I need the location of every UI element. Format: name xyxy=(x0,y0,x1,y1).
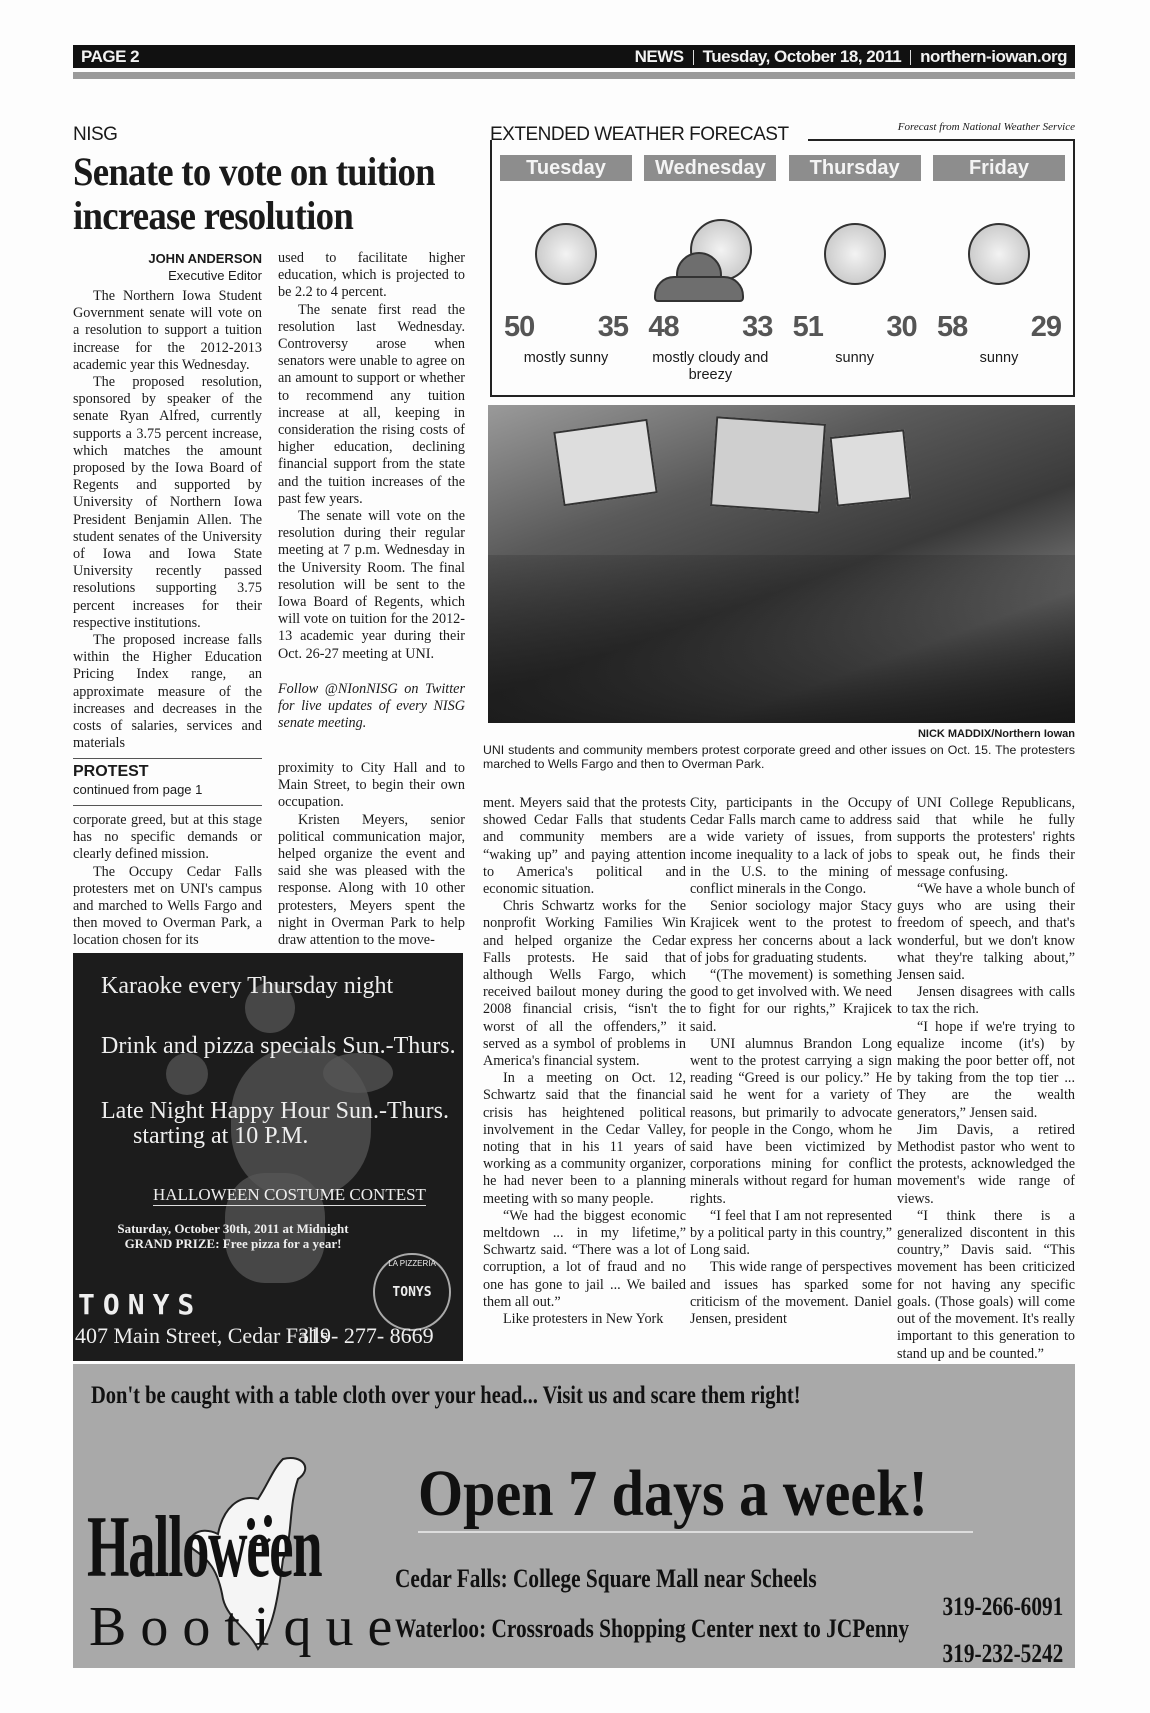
paragraph: corporate greed, but at this stage has no specific demands or clearly defined mission. xyxy=(73,812,262,863)
weather-title: EXTENDED WEATHER FORECAST xyxy=(490,124,795,146)
paragraph: “We had the biggest economic meltdown ... in my lifetime,” Schwartz said. “There was a lot of corruption, a lot of fraud and no one has gone to jail ... We bailed them all out.” xyxy=(483,1207,686,1310)
condition: sunny xyxy=(835,350,874,366)
ad-item: starting at 10 P.M. xyxy=(133,1123,309,1149)
paragraph: The proposed increase falls within the Higher Education Pricing Index range, an approximate measure of the increases and decreases in the costs of salaries, services and materials xyxy=(73,632,262,752)
paragraph: Jim Davis, a retired Methodist pastor who went to the protests, acknowledged the movement's wide range of views. xyxy=(897,1121,1075,1207)
paragraph: The Northern Iowa Student Government senate will vote on a resolution to support a tuition increase for the 2012-2013 academic year this Wednesday. xyxy=(73,288,262,373)
paragraph: Senior sociology major Stacy Krajicek went to the protest to express her concerns about a lack of jobs for graduating students. xyxy=(690,898,892,966)
issue-date: Tuesday, October 18, 2011 xyxy=(702,46,902,66)
sun-icon xyxy=(500,181,632,291)
paragraph: Chris Schwartz works for the nonprofit Working Families Win and helped organize the Cedar Falls protests. He said that although Wells Fargo, which received bailout money during the 2008 financial crisis, “isn't the worst of all the offenders,” it served as a symbol of problems in America's financial system. xyxy=(483,898,686,1070)
paragraph: of UNI College Republicans, said that while he fully supports the protesters' rights to speak out, he finds their message confusing. xyxy=(897,795,1075,880)
forecast-day-friday xyxy=(933,155,1065,384)
protest-sign-image xyxy=(830,429,912,506)
weather-source: Forecast from National Weather Service xyxy=(897,121,1075,133)
paragraph: “I think there is a generalized discontent in this country,” Davis said. “This movement has been criticized for not having any specific goals. (Those goals) will come out of the movement. It's really important to this generation to stand up and be counted.” xyxy=(897,1207,1075,1362)
condition: sunny xyxy=(979,350,1019,366)
protest-sign-image xyxy=(710,416,826,513)
low-temp: 35 xyxy=(597,311,628,343)
ad-headline: Open 7 days a week! xyxy=(418,1457,928,1530)
bootique-logo-line1: Halloween xyxy=(87,1499,322,1596)
forecast-day-wednesday xyxy=(644,155,776,384)
paragraph: “I feel that I am not represented by a political party in this country,” Long said. xyxy=(690,1207,892,1259)
contest-title: HALLOWEEN COSTUME CONTEST xyxy=(153,1185,426,1204)
paragraph: UNI alumnus Brandon Long went to the protest carrying a sign reading “Greed is our policy.” He said he went for a variety of reasons, but primarily to advocate for people in the Congo, whom he said have been victimized by corporations mining for conflict minerals without regard for human rights. xyxy=(690,1035,892,1207)
day-name: Tuesday xyxy=(500,155,632,181)
article-column-2 xyxy=(278,250,465,732)
paragraph: This wide range of perspectives and issues has sparked some criticism of the movement. Daniel Jensen, president xyxy=(690,1259,892,1328)
tonys-logo: TONYS xyxy=(78,1288,203,1321)
page-number: PAGE 2 xyxy=(81,46,140,66)
article-headline: Senate to vote on tuition increase resolution xyxy=(73,149,435,238)
header-rule xyxy=(73,72,1075,79)
day-name: Thursday xyxy=(789,155,921,181)
high-temp: 58 xyxy=(936,311,968,343)
bootique-logo-line2: Bootique xyxy=(89,1596,407,1658)
location-cedar-falls: Cedar Falls: College Square Mall near Scheels xyxy=(395,1564,817,1593)
partly-cloudy-icon xyxy=(644,181,776,291)
site-link[interactable]: northern-iowan.org xyxy=(920,46,1067,66)
protest-column-2 xyxy=(278,760,465,949)
paragraph: proximity to City Hall and to Main Street, to begin their own occupation. xyxy=(278,760,465,811)
section-name: NEWS xyxy=(634,46,684,66)
phone-cedar-falls[interactable]: 319-266-6091 xyxy=(942,1592,1063,1621)
paragraph: The senate first read the resolution last Wednesday. Controversy arose when senators were unable to agree on an amount to support or whether to recommend any tuition increase at all, keeping in consideration the rising costs of higher education, declining financial support from the state and the tuition increases of the past few years. xyxy=(278,301,465,507)
phone-waterloo[interactable]: 319-232-5242 xyxy=(942,1639,1063,1668)
continued-note: continued from page 1 xyxy=(73,782,203,797)
weather-forecast-box xyxy=(490,140,1075,397)
high-temp: 50 xyxy=(504,311,535,343)
high-temp: 51 xyxy=(792,311,823,343)
low-temp: 33 xyxy=(742,311,773,343)
photo-caption: UNI students and community members protest corporate greed and other issues on Oct. 15. The protesters marched to Wells Fargo and then to Overman Park. xyxy=(483,743,1075,771)
day-name: Friday xyxy=(933,155,1065,181)
condition: mostly cloudy and breezy xyxy=(652,350,769,383)
author-name: JOHN ANDERSON xyxy=(148,251,262,266)
photo-credit: NICK MADDIX/Northern Iowan xyxy=(917,728,1075,740)
halloween-bootique-ad[interactable] xyxy=(73,1364,1075,1668)
condition: mostly sunny xyxy=(523,350,609,366)
section-label: PROTEST xyxy=(73,763,149,780)
protest-column-1 xyxy=(73,812,262,950)
high-temp: 48 xyxy=(648,311,679,343)
pizzeria-badge xyxy=(373,1253,451,1331)
paragraph: ment. Meyers said that the protests showed Cedar Falls that students and community members are “waking up” and paying attention to America's political and economic situation. xyxy=(483,795,686,898)
paragraph: “(The movement) is something good to get involved with. We need to fight for our rights,” Krajicek said. xyxy=(690,967,892,1035)
article-column-1 xyxy=(73,250,262,752)
protest-photo xyxy=(488,405,1075,723)
protest-column-5 xyxy=(897,795,1075,1363)
author-title: Executive Editor xyxy=(168,268,262,283)
paragraph: Like protesters in New York xyxy=(503,1311,664,1328)
protest-sign-image xyxy=(553,419,658,506)
ad-item: Karaoke every Thursday night xyxy=(101,973,394,999)
ad-tagline: Don't be caught with a table cloth over your head... Visit us and scare them right! xyxy=(91,1382,801,1409)
paragraph: used to facilitate higher education, which is projected to be 2.2 to 4 percent. xyxy=(278,250,465,301)
tonys-pizzeria-ad[interactable] xyxy=(73,953,463,1361)
ad-item: Drink and pizza specials Sun.-Thurs. xyxy=(101,1033,456,1059)
article-kicker: NISG xyxy=(73,124,118,145)
paragraph: “We have a whole bunch of guys who are using their freedom of speech, and that's wonderful, but we don't know what they're talking about,” Jensen said. xyxy=(897,881,1075,984)
ad-phone[interactable]: 319- 277- 8669 xyxy=(298,1323,434,1348)
forecast-day-tuesday xyxy=(500,155,632,384)
sun-icon xyxy=(933,181,1065,291)
paragraph: The Occupy Cedar Falls protesters met on UNI's campus and marched to Wells Fargo and then moved to Overman Park, a location chosen for its xyxy=(73,863,262,949)
protest-column-3 xyxy=(483,795,686,1328)
sun-icon xyxy=(789,181,921,291)
low-temp: 30 xyxy=(886,311,917,343)
paragraph: “I hope if we're trying to equalize income (it's) by making the poor better off, not by taking from the top tier ... They are the wealth generators,” Jensen said. xyxy=(897,1018,1075,1121)
ad-address: 407 Main Street, Cedar Falls xyxy=(75,1323,329,1348)
badge-text: LA PIZZERIA xyxy=(388,1259,436,1268)
paragraph: Jensen disagrees with calls to tax the rich. xyxy=(897,984,1075,1018)
low-temp: 29 xyxy=(1030,311,1061,343)
paragraph: City, participants in the Occupy Cedar Falls march came to address a wide variety of issues, from income inequality to a lack of jobs in the U.S. to the mining of conflict minerals in the Congo. xyxy=(690,795,892,898)
protest-column-4 xyxy=(690,795,892,1328)
paragraph: The senate will vote on the resolution during their regular meeting at 7 p.m. Wednesday in the University Room. The final resolution will be sent to the Iowa Board of Regents, which will vote on tuition for the 2012-13 academic year during their Oct. 26-27 meeting at UNI. xyxy=(278,508,465,662)
day-name: Wednesday xyxy=(644,155,776,181)
paragraph: In a meeting on Oct. 12, Schwartz said that the financial crisis has heightened political involvement in the Cedar Valley, noting that in his 11 years of working as a community organizer, he had never been to a planning meeting with so many people. xyxy=(483,1070,686,1207)
forecast-day-thursday xyxy=(789,155,921,384)
page-header-bar xyxy=(73,45,1075,68)
contest-prize: GRAND PRIZE: Free pizza for a year! xyxy=(124,1236,342,1251)
paragraph: The proposed resolution, sponsored by speaker of the senate Ryan Alfred, currently supports a 3.75 percent increase, which matches the amount proposed by the Iowa Board of Regents and supported by University of Northern Iowa President Benjamin Allen. The student senates of the University of Iowa and Iowa State University recently passed resolutions supporting 3.75 percent increases for their respective institutions. xyxy=(73,374,262,631)
twitter-note: Follow @NIonNISG on Twitter for live updates of every NISG senate meeting. xyxy=(278,680,465,732)
byline xyxy=(73,250,262,284)
location-waterloo: Waterloo: Crossroads Shopping Center next to JCPenny xyxy=(395,1614,910,1643)
ad-item: Late Night Happy Hour Sun.-Thurs. xyxy=(101,1098,449,1124)
protest-section-header xyxy=(73,758,262,806)
paragraph: Kristen Meyers, senior political communication major, helped organize the event and said she was pleased with the response. Along with 10 other protesters, Meyers spent the night in Overman Park to help draw attention to the move- xyxy=(278,811,465,949)
badge-logo: TONYS xyxy=(392,1285,432,1300)
contest-date: Saturday, October 30th, 2011 at Midnight xyxy=(117,1221,349,1236)
